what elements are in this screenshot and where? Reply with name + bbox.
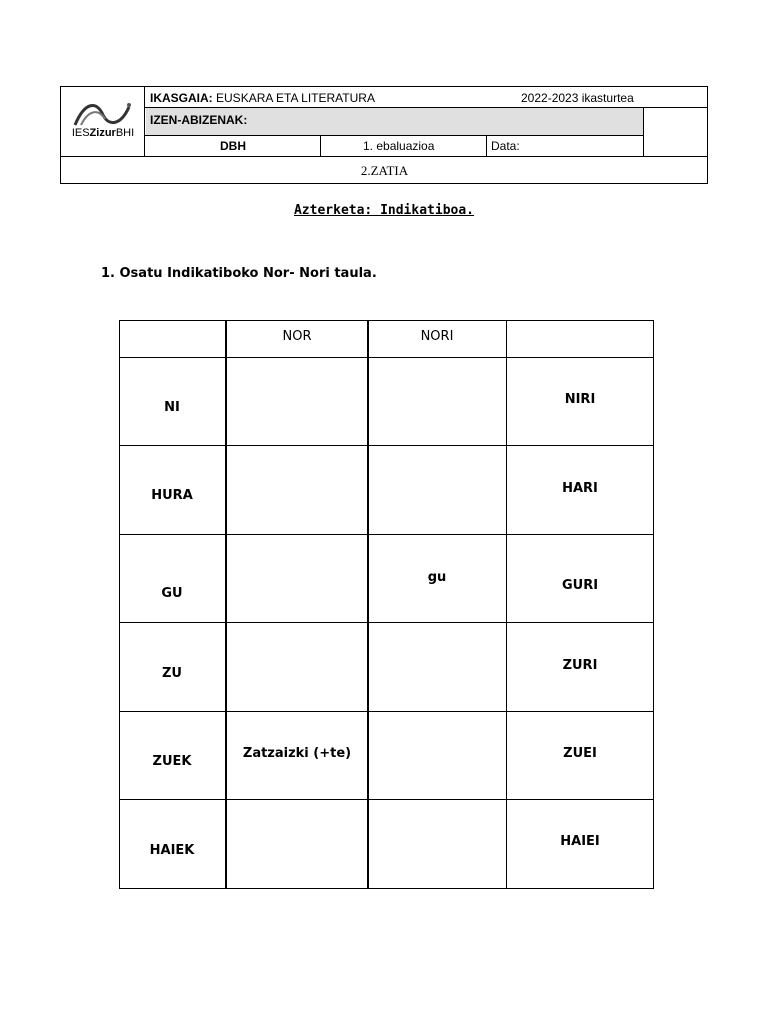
row-dative-zuri: ZURI xyxy=(562,658,598,673)
cell-nor-zuek: Zatzaizki (+te) xyxy=(242,746,352,761)
row-dative-haiei: HAIEI xyxy=(560,834,600,849)
subject-label: IKASGAIA: xyxy=(150,90,213,105)
row-dative-zuei: ZUEI xyxy=(563,746,597,761)
row-pronoun-hura: HURA xyxy=(151,488,193,503)
school-logo-text: IESZizurBHI xyxy=(71,127,135,139)
cell-nori-gu: gu xyxy=(427,570,447,585)
row-pronoun-zu: ZU xyxy=(162,666,182,681)
row-dative-hari: HARI xyxy=(562,481,598,496)
document-header xyxy=(60,86,708,184)
nor-nori-table xyxy=(119,320,654,889)
row-pronoun-gu: GU xyxy=(161,586,183,601)
column-header-nor: NOR xyxy=(282,329,312,344)
part-label: 2.ZATIA xyxy=(360,162,409,178)
date-field[interactable]: Data: xyxy=(491,139,520,153)
evaluation-cell: 1. ebaluazioa xyxy=(363,139,435,153)
row-pronoun-ni: NI xyxy=(164,400,180,415)
school-year: 2022-2023 ikasturtea xyxy=(521,90,634,105)
subject-value: EUSKARA ETA LITERATURA xyxy=(216,90,375,105)
exam-title: Azterketa: Indikatiboa. xyxy=(293,203,474,218)
name-label: IZEN-ABIZENAK: xyxy=(150,113,248,127)
level-cell: DBH xyxy=(220,139,246,153)
row-dative-guri: GURI xyxy=(561,578,599,593)
column-header-nori: NORI xyxy=(420,329,454,344)
row-pronoun-zuek: ZUEK xyxy=(152,754,192,769)
school-logo xyxy=(61,87,145,157)
row-dative-niri: NIRI xyxy=(564,392,596,407)
row-pronoun-haiek: HAIEK xyxy=(149,843,195,858)
name-field[interactable] xyxy=(146,108,643,135)
school-logo-icon xyxy=(71,99,135,129)
question-1: 1. Osatu Indikatiboko Nor- Nori taula. xyxy=(101,266,377,281)
